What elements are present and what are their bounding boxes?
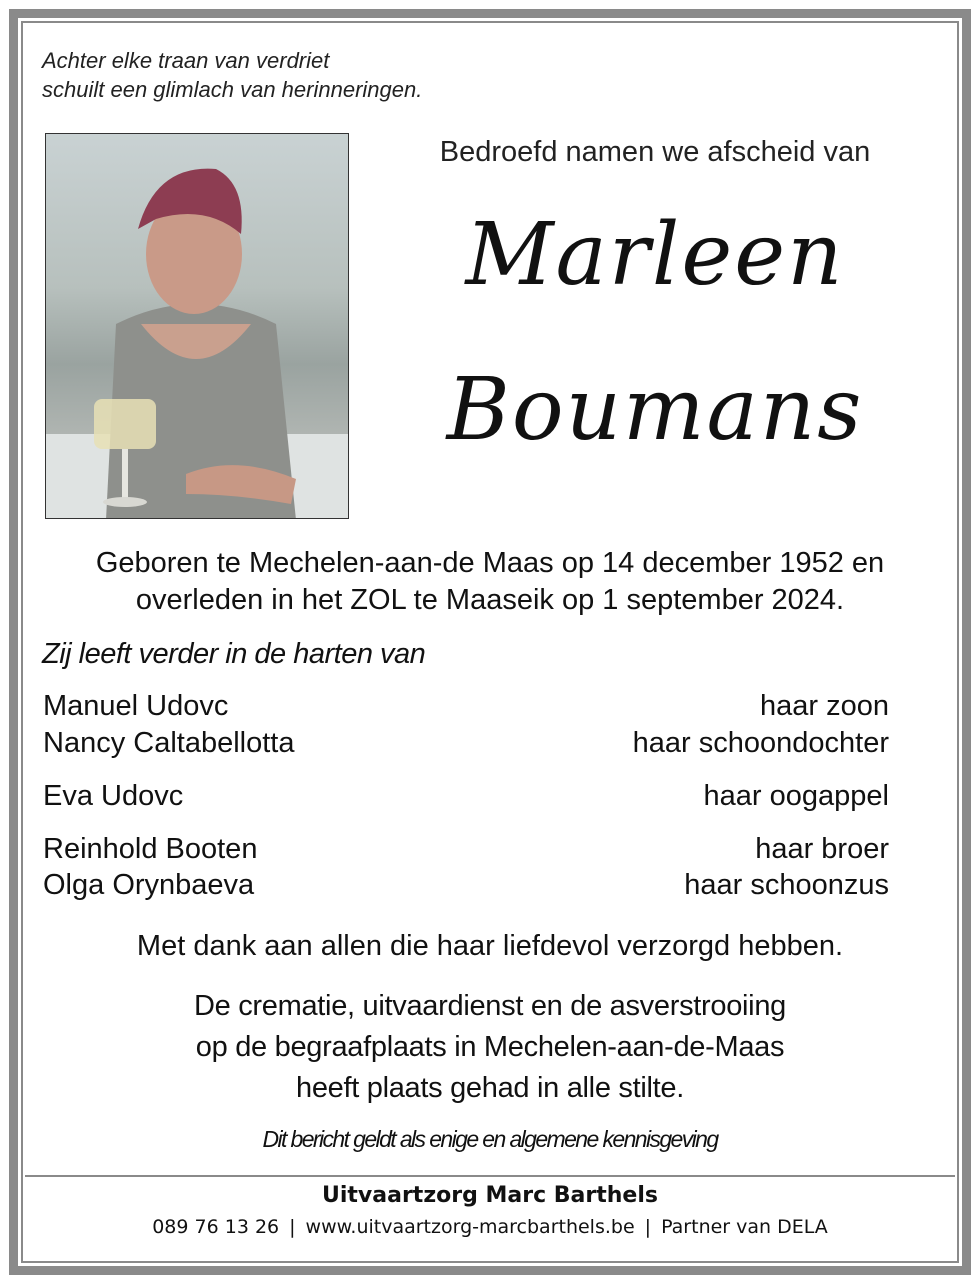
opening-quote (42, 46, 422, 104)
portrait-illustration (46, 134, 349, 519)
family-name: Eva Udovc (43, 780, 184, 812)
phone-number: 089 76 13 26 (152, 1216, 280, 1238)
family-relation: haar zoon (760, 690, 889, 722)
intro-text: Bedroefd namen we afscheid van (439, 136, 871, 168)
family-relation: haar schoonzus (684, 869, 889, 901)
family-name: Manuel Udovc (43, 690, 229, 722)
family-name: Olga Orynbaeva (43, 869, 255, 901)
notice-text: Dit bericht geldt als enige en algemene kennisgeving (262, 1126, 718, 1152)
cremation-line: op de begraafplaats in Mechelen-aan-de-Maas (195, 1031, 785, 1063)
contact-line (30, 1216, 950, 1238)
deceased-last-name: Boumans (446, 360, 864, 460)
portrait-photo (45, 133, 349, 519)
family-name: Nancy Caltabellotta (43, 727, 295, 759)
family-name: Reinhold Booten (43, 833, 258, 865)
cremation-line: De crematie, uitvaardienst en de asverstrooiing (194, 990, 786, 1022)
funeral-home-name: Uitvaartzorg Marc Barthels (322, 1183, 658, 1208)
family-row (43, 831, 889, 868)
separator: | (644, 1216, 652, 1238)
family-relation: haar broer (755, 833, 889, 865)
partner-text: Partner van DELA (661, 1216, 828, 1238)
birth-death-text (30, 545, 950, 619)
family-row (43, 688, 889, 725)
thanks-text: Met dank aan allen die haar liefdevol verzorgd hebben. (136, 930, 844, 962)
website-link[interactable]: www.uitvaartzorg-marcbarthels.be (305, 1216, 635, 1238)
separator: | (289, 1216, 296, 1238)
cremation-text (30, 986, 950, 1109)
deceased-first-name: Marleen (465, 205, 845, 305)
family-row (43, 867, 889, 904)
family-relation: haar oogappel (703, 780, 889, 812)
birth-line: Geboren te Mechelen-aan-de Maas op 14 december 1952 en (95, 547, 885, 579)
quote-line: Achter elke traan van verdriet (42, 48, 330, 73)
death-line: overleden in het ZOL te Maaseik op 1 september 2024. (135, 584, 845, 616)
family-heading: Zij leeft verder in de harten van (42, 638, 426, 670)
divider (25, 1175, 955, 1177)
cremation-line: heeft plaats gehad in alle stilte. (295, 1072, 684, 1104)
family-relation: haar schoondochter (632, 727, 889, 759)
family-row (43, 778, 889, 815)
quote-line: schuilt een glimlach van herinneringen. (42, 77, 423, 102)
family-row (43, 725, 889, 762)
